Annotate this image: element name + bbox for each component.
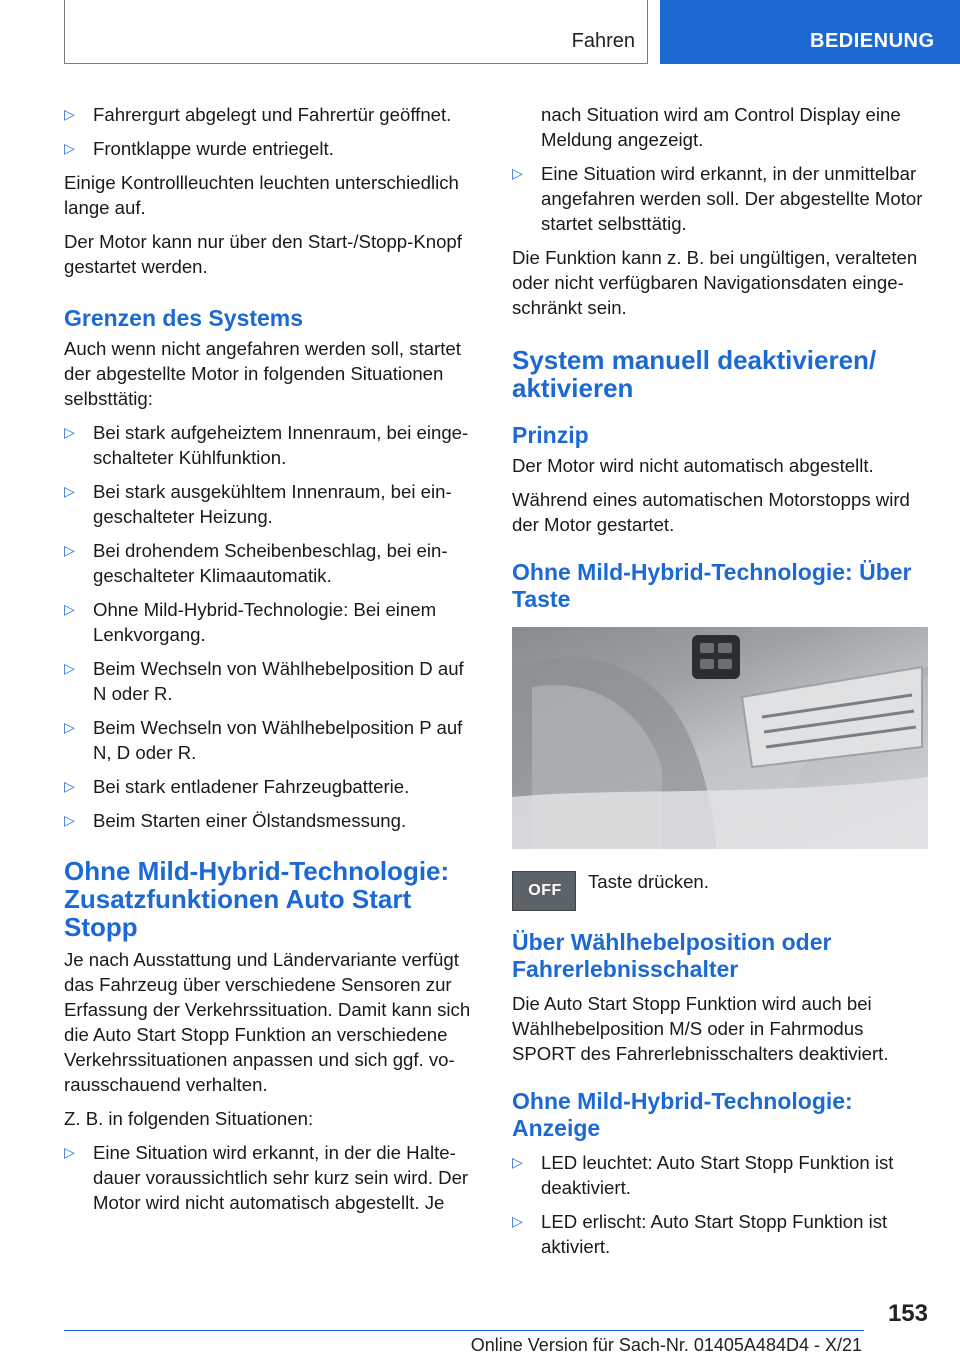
bullet-list-continued <box>512 161 928 236</box>
list-item: ▷ Bei stark ausgekühltem Innenraum, bei eingeschalteter Heizung. <box>64 481 452 527</box>
cockpit-photo <box>512 627 928 849</box>
bullet-list-grenzen <box>64 420 480 833</box>
right-column <box>512 102 928 1268</box>
triangle-bullet-icon: ▷ <box>64 1144 75 1160</box>
triangle-bullet-icon: ▷ <box>512 165 523 181</box>
paragraph: Die Auto Start Stopp Funktion wird auch bei Wählhebelposition M/S oder in Fahrmodus SPORT des Fahrerlebnisschalters deaktiviert. <box>512 993 889 1064</box>
triangle-bullet-icon: ▷ <box>64 601 75 617</box>
paragraph: Z. B. in folgenden Situationen: <box>64 1108 314 1129</box>
paragraph: Der Motor kann nur über den Start-/Stopp-Knopf gestartet werden. <box>64 231 462 277</box>
chapter-title: Fahren <box>571 30 635 52</box>
list-item: ▷ Beim Wechseln von Wählhebelposition D auf N oder R. <box>64 658 464 704</box>
paragraph: Je nach Ausstattung und Ländervariante verfügt das Fahrzeug über verschiedene Sensoren zur Erfassung der Verkehrssituation. Damit kann sich die Auto Start Stopp Funktion an verschiedene Verkehrssituationen anpassen und sich ggf. vorausschauend verhalten. <box>64 949 471 1095</box>
list-item: ▷ Bei drohendem Scheibenbeschlag, bei eingeschalteter Klimaautomatik. <box>64 540 448 586</box>
triangle-bullet-icon: ▷ <box>64 106 75 122</box>
triangle-bullet-icon: ▷ <box>512 1213 523 1229</box>
triangle-bullet-icon: ▷ <box>64 542 75 558</box>
triangle-bullet-icon: ▷ <box>512 1154 523 1170</box>
list-item: ▷ Frontklappe wurde entriegelt. <box>64 138 334 159</box>
triangle-bullet-icon: ▷ <box>64 812 75 828</box>
footer-version-text: Online Version für Sach-Nr. 01405A484D4 - X/21 <box>470 1335 862 1355</box>
triangle-bullet-icon: ▷ <box>64 778 75 794</box>
heading-ueber-taste: Ohne Mild-Hybrid-Technologie: Über Taste <box>512 559 912 612</box>
paragraph: Während eines automatischen Motorstopps wird der Motor gestartet. <box>512 489 910 535</box>
triangle-bullet-icon: ▷ <box>64 660 75 676</box>
heading-prinzip: Prinzip <box>512 422 589 448</box>
footer-divider <box>64 1330 864 1331</box>
list-item: ▷ Bei stark aufgeheiztem Innenraum, bei eingeschalteter Kühlfunktion. <box>64 422 469 468</box>
bullet-list-situations <box>64 1140 480 1215</box>
header-chapter-box <box>64 0 648 64</box>
auto-start-stop-off-icon: OFF <box>512 871 576 911</box>
triangle-bullet-icon: ▷ <box>64 424 75 440</box>
list-item: ▷ Eine Situation wird erkannt, in der die Haltedauer voraussichtlich sehr kurz sein wird. Der Motor wird nicht automatisch abgestellt. Je <box>64 1142 469 1213</box>
heading-waehlhebel: Über Wählhebelposition oder Fahrerlebnisschalter <box>512 929 832 982</box>
bullet-list-top <box>64 102 480 161</box>
list-item: ▷ LED erlischt: Auto Start Stopp Funktion ist aktiviert. <box>512 1211 888 1257</box>
list-item: ▷ Ohne Mild-Hybrid-Technologie: Bei einem Lenkvorgang. <box>64 599 437 645</box>
paragraph: Auch wenn nicht angefahren werden soll, startet der abgestellte Motor in folgenden Situationen selbsttätig: <box>64 338 461 409</box>
triangle-bullet-icon: ▷ <box>64 483 75 499</box>
section-title: BEDIENUNG <box>810 30 935 52</box>
heading-zusatzfunktionen: Ohne Mild-Hybrid-Technologie: Zusatzfunktionen Auto Start Stopp <box>64 856 450 942</box>
page-number: 153 <box>887 1300 928 1327</box>
list-item: ▷ Beim Wechseln von Wählhebelposition P auf N, D oder R. <box>64 717 463 763</box>
list-item: ▷ Eine Situation wird erkannt, in der unmittelbar angefahren werden soll. Der abgestellte Motor startet selbsttätig. <box>512 163 923 234</box>
list-item: ▷ LED leuchtet: Auto Start Stopp Funktion ist deaktiviert. <box>512 1152 894 1198</box>
icon-caption: Taste drücken. <box>588 871 709 892</box>
cockpit-illustration <box>512 627 928 849</box>
left-column <box>64 102 480 1224</box>
heading-grenzen: Grenzen des Systems <box>64 305 304 331</box>
paragraph: Die Funktion kann z. B. bei ungültigen, veralteten oder nicht verfügbaren Navigationsdaten eingeschränkt sein. <box>512 247 918 318</box>
bullet-list-anzeige <box>512 1150 928 1259</box>
paragraph: Einige Kontrollleuchten leuchten unterschiedlich lange auf. <box>64 172 459 218</box>
list-item-continuation: nach Situation wird am Control Display eine Meldung angezeigt. <box>541 104 901 150</box>
list-item: ▷ Bei stark entladener Fahrzeugbatterie. <box>64 776 410 797</box>
heading-anzeige: Ohne Mild-Hybrid-Technologie: Anzeige <box>512 1088 853 1141</box>
list-item: ▷ Fahrergurt abgelegt und Fahrertür geöffnet. <box>64 104 452 125</box>
section-tab[interactable] <box>660 0 960 64</box>
heading-system-manuell: System manuell deaktivieren/ aktivieren <box>512 345 877 403</box>
triangle-bullet-icon: ▷ <box>64 719 75 735</box>
list-item: ▷ Beim Starten einer Ölstandsmessung. <box>64 810 407 831</box>
triangle-bullet-icon: ▷ <box>64 140 75 156</box>
paragraph: Der Motor wird nicht automatisch abgestellt. <box>512 455 874 476</box>
button-instruction <box>512 869 928 929</box>
